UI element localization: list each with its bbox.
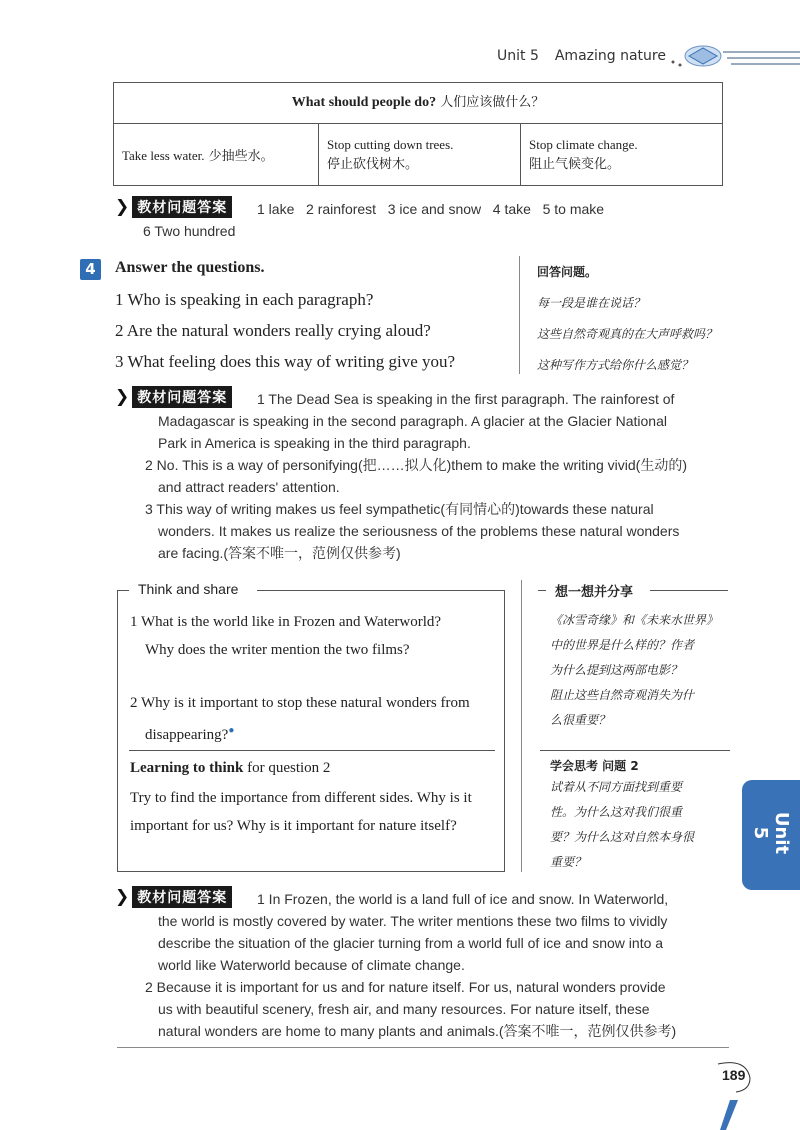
answer-line: 1 lake 2 rainforest 3 ice and snow 4 take 5 to make: [257, 201, 605, 217]
answer-line: describe the situation of the glacier turning from a world full of ice and snow into a: [158, 935, 664, 951]
cn-line: 么很重要？: [550, 713, 611, 727]
answer-line: 1 The Dead Sea is speaking in the first paragraph. The rainforest of: [257, 391, 675, 407]
cn-line: 中的世界是什么样的？作者: [550, 638, 695, 652]
question: 1 Who is speaking in each paragraph?: [115, 290, 374, 309]
divider: [117, 1047, 729, 1048]
question: 3 What feeling does this way of writing give you?: [115, 352, 456, 371]
cell-en: Stop climate change.: [529, 137, 638, 152]
answer-badge: [115, 196, 232, 218]
answer-line: and attract readers' attention.: [158, 479, 340, 495]
answer-label: 教材问题答案: [132, 886, 232, 908]
cell-cn: 阻止气候变化。: [529, 157, 621, 172]
think-question: 2 Why is it important to stop these natural wonders from: [130, 695, 470, 711]
answer-line: world like Waterworld because of climate change.: [158, 957, 465, 973]
cn-line: 《冰雪奇缘》和《未来水世界》: [550, 613, 719, 627]
table-heading-en: What should people do?: [291, 95, 437, 110]
exercise-title: Answer the questions.: [115, 259, 265, 276]
page-number: 189: [722, 1067, 746, 1083]
answer-badge: [115, 386, 232, 408]
chevron-right-icon: ❯: [115, 387, 130, 407]
ltt-rest: for question 2: [243, 760, 331, 776]
think-question: Why does the writer mention the two films?: [145, 642, 410, 658]
think-question-text: disappearing?: [145, 727, 229, 743]
answer-line: wonders. It makes us realize the seriousness of the problems these natural wonders: [158, 523, 680, 539]
question: 2 Are the natural wonders really crying aloud?: [115, 321, 431, 340]
exercise-number: 4: [80, 259, 101, 280]
think-question: [145, 717, 234, 749]
answer-line: are facing.(答案不唯一，范例仅供参考): [158, 545, 401, 561]
answer-line: us with beautiful scenery, fresh air, and many resources. For nature itself, these: [158, 1001, 650, 1017]
chevron-right-icon: ❯: [115, 197, 130, 217]
think-question: 1 What is the world like in Frozen and Waterworld?: [130, 614, 442, 630]
cell-cn: 停止砍伐树木。: [327, 157, 419, 172]
cn-line: 为什么提到这两部电影？: [550, 663, 683, 677]
think-share-title: Think and share: [138, 581, 239, 597]
unit-side-tab-label: Unit 5: [750, 811, 792, 855]
ltt-line: Try to find the importance from different sides. Why is it: [130, 790, 472, 806]
ltt-bold: Learning to think: [130, 760, 244, 776]
answer-line: Madagascar is speaking in the second paragraph. A glacier at the Glacier National: [158, 413, 667, 429]
answer-label: 教材问题答案: [132, 196, 232, 218]
answer-line: 6 Two hundred: [143, 223, 236, 239]
question-cn: 每一段是谁在说话？: [537, 296, 646, 310]
info-icon: ●: [228, 725, 235, 736]
running-header: [497, 48, 666, 64]
table-cell: [319, 123, 521, 185]
chevron-right-icon: ❯: [115, 887, 130, 907]
box-border: [538, 590, 546, 591]
suggestions-table: [113, 82, 723, 186]
answer-line: the world is mostly covered by water. The writer mentions these two films to vividly: [158, 913, 668, 929]
think-share-title-cn: 想一想并分享: [555, 585, 634, 600]
divider: [540, 750, 730, 751]
table-heading-cn: 人们应该做什么？: [440, 95, 545, 110]
ltt-line: important for us? Why is it important for nature itself?: [130, 818, 457, 834]
answer-line: 1 In Frozen, the world is a land full of ice and snow. In Waterworld,: [257, 891, 669, 907]
answer-badge: [115, 886, 232, 908]
cn-line: 性。为什么这对我们很重: [550, 805, 683, 819]
table-heading: [114, 83, 722, 124]
exercise-title-cn: 回答问题。: [537, 265, 598, 279]
divider: [129, 750, 495, 751]
question-cn: 这种写作方式给你什么感觉？: [537, 358, 694, 372]
answer-line: natural wonders are home to many plants and animals.(答案不唯一，范例仅供参考): [158, 1023, 677, 1039]
cn-line: 试着从不同方面找到重要: [550, 780, 683, 794]
cell-en: Take less water.: [122, 148, 205, 163]
unit-title: Amazing nature: [554, 48, 666, 64]
column-divider: [519, 256, 520, 374]
unit-label: Unit 5: [497, 48, 539, 64]
answer-line: 2 No. This is a way of personifying(把……拟人化)them to make the writing vivid(生动的): [145, 457, 688, 473]
cell-cn: 少抽些水。: [208, 149, 274, 164]
answer-label: 教材问题答案: [132, 386, 232, 408]
book-decoration-icon: [665, 38, 800, 78]
cn-line: 要？为什么这对自然本身很: [550, 830, 695, 844]
box-border: [650, 590, 728, 591]
learning-to-think-heading: [130, 760, 330, 777]
question-cn: 这些自然奇观真的在大声呼救吗？: [537, 327, 718, 341]
answer-line: 3 This way of writing makes us feel sympathetic(有同情心的)towards these natural: [145, 501, 654, 517]
cn-line: 阻止这些自然奇观消失为什: [550, 688, 695, 702]
learning-to-think-heading-cn: 学会思考 问题 2: [550, 759, 639, 773]
cn-line: 重要？: [550, 855, 587, 869]
table-cell: [521, 123, 721, 185]
table-cell: [114, 123, 319, 185]
answer-line: 2 Because it is important for us and for nature itself. For us, natural wonders provide: [145, 979, 666, 995]
column-divider: [521, 580, 522, 872]
answer-line: Park in America is speaking in the third paragraph.: [158, 435, 471, 451]
cell-en: Stop cutting down trees.: [327, 137, 454, 152]
